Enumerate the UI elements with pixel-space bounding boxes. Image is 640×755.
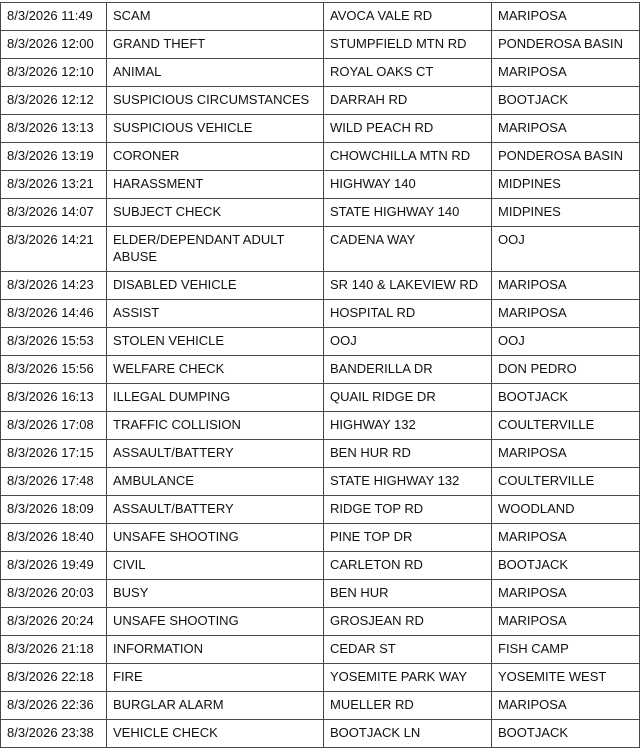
incident-type-cell: SUBJECT CHECK	[107, 199, 324, 227]
incident-type-cell: ASSIST	[107, 300, 324, 328]
area-cell: FISH CAMP	[492, 636, 640, 664]
datetime-cell: 8/3/2026 13:13	[1, 115, 107, 143]
location-cell: SR 140 & LAKEVIEW RD	[324, 272, 492, 300]
area-cell: MARIPOSA	[492, 580, 640, 608]
datetime-cell: 8/3/2026 15:53	[1, 328, 107, 356]
area-cell: MARIPOSA	[492, 524, 640, 552]
area-cell: DON PEDRO	[492, 356, 640, 384]
area-cell: PONDEROSA BASIN	[492, 31, 640, 59]
location-cell: GROSJEAN RD	[324, 608, 492, 636]
location-cell: AVOCA VALE RD	[324, 3, 492, 31]
datetime-cell: 8/3/2026 11:49	[1, 3, 107, 31]
datetime-cell: 8/3/2026 14:23	[1, 272, 107, 300]
table-row	[1, 412, 640, 440]
datetime-cell: 8/3/2026 22:36	[1, 692, 107, 720]
table-row	[1, 31, 640, 59]
table-row	[1, 384, 640, 412]
datetime-cell: 8/3/2026 12:12	[1, 87, 107, 115]
datetime-cell: 8/3/2026 12:00	[1, 31, 107, 59]
location-cell: OOJ	[324, 328, 492, 356]
incident-type-cell: ASSAULT/BATTERY	[107, 496, 324, 524]
table-row	[1, 328, 640, 356]
table-row	[1, 356, 640, 384]
datetime-cell: 8/3/2026 18:09	[1, 496, 107, 524]
table-row	[1, 87, 640, 115]
area-cell: PONDEROSA BASIN	[492, 143, 640, 171]
location-cell: CADENA WAY	[324, 227, 492, 272]
area-cell: MARIPOSA	[492, 692, 640, 720]
incident-type-cell: STOLEN VEHICLE	[107, 328, 324, 356]
datetime-cell: 8/3/2026 19:49	[1, 552, 107, 580]
area-cell: COULTERVILLE	[492, 468, 640, 496]
table-row	[1, 143, 640, 171]
location-cell: STATE HIGHWAY 140	[324, 199, 492, 227]
incident-type-cell: SCAM	[107, 3, 324, 31]
datetime-cell: 8/3/2026 17:48	[1, 468, 107, 496]
datetime-cell: 8/3/2026 13:21	[1, 171, 107, 199]
call-log-body	[1, 3, 640, 748]
table-row	[1, 3, 640, 31]
incident-type-cell: SUSPICIOUS CIRCUMSTANCES	[107, 87, 324, 115]
location-cell: HIGHWAY 140	[324, 171, 492, 199]
incident-type-cell: CORONER	[107, 143, 324, 171]
table-row	[1, 524, 640, 552]
location-cell: CARLETON RD	[324, 552, 492, 580]
incident-type-cell: CIVIL	[107, 552, 324, 580]
area-cell: WOODLAND	[492, 496, 640, 524]
table-row	[1, 720, 640, 748]
datetime-cell: 8/3/2026 15:56	[1, 356, 107, 384]
area-cell: MARIPOSA	[492, 300, 640, 328]
incident-type-cell: AMBULANCE	[107, 468, 324, 496]
datetime-cell: 8/3/2026 17:08	[1, 412, 107, 440]
location-cell: YOSEMITE PARK WAY	[324, 664, 492, 692]
table-row	[1, 664, 640, 692]
area-cell: BOOTJACK	[492, 384, 640, 412]
datetime-cell: 8/3/2026 17:15	[1, 440, 107, 468]
incident-type-cell: DISABLED VEHICLE	[107, 272, 324, 300]
area-cell: OOJ	[492, 227, 640, 272]
incident-type-cell: UNSAFE SHOOTING	[107, 524, 324, 552]
location-cell: HIGHWAY 132	[324, 412, 492, 440]
area-cell: MARIPOSA	[492, 59, 640, 87]
location-cell: BEN HUR RD	[324, 440, 492, 468]
location-cell: BEN HUR	[324, 580, 492, 608]
area-cell: BOOTJACK	[492, 720, 640, 748]
incident-type-cell: ANIMAL	[107, 59, 324, 87]
location-cell: STATE HIGHWAY 132	[324, 468, 492, 496]
location-cell: MUELLER RD	[324, 692, 492, 720]
location-cell: QUAIL RIDGE DR	[324, 384, 492, 412]
table-row	[1, 468, 640, 496]
incident-type-cell: ASSAULT/BATTERY	[107, 440, 324, 468]
incident-type-cell: BURGLAR ALARM	[107, 692, 324, 720]
datetime-cell: 8/3/2026 12:10	[1, 59, 107, 87]
datetime-cell: 8/3/2026 23:38	[1, 720, 107, 748]
incident-type-cell: WELFARE CHECK	[107, 356, 324, 384]
location-cell: DARRAH RD	[324, 87, 492, 115]
location-cell: RIDGE TOP RD	[324, 496, 492, 524]
area-cell: MARIPOSA	[492, 440, 640, 468]
area-cell: COULTERVILLE	[492, 412, 640, 440]
table-row	[1, 171, 640, 199]
table-row	[1, 580, 640, 608]
datetime-cell: 8/3/2026 14:46	[1, 300, 107, 328]
table-row	[1, 608, 640, 636]
table-row	[1, 496, 640, 524]
location-cell: ROYAL OAKS CT	[324, 59, 492, 87]
table-row	[1, 59, 640, 87]
incident-type-cell: VEHICLE CHECK	[107, 720, 324, 748]
location-cell: CHOWCHILLA MTN RD	[324, 143, 492, 171]
location-cell: PINE TOP DR	[324, 524, 492, 552]
area-cell: MARIPOSA	[492, 115, 640, 143]
table-row	[1, 272, 640, 300]
datetime-cell: 8/3/2026 20:03	[1, 580, 107, 608]
table-row	[1, 440, 640, 468]
location-cell: STUMPFIELD MTN RD	[324, 31, 492, 59]
datetime-cell: 8/3/2026 22:18	[1, 664, 107, 692]
incident-type-cell: INFORMATION	[107, 636, 324, 664]
location-cell: WILD PEACH RD	[324, 115, 492, 143]
call-log-table	[0, 2, 640, 748]
area-cell: MIDPINES	[492, 199, 640, 227]
incident-type-cell: BUSY	[107, 580, 324, 608]
incident-type-cell: GRAND THEFT	[107, 31, 324, 59]
area-cell: MIDPINES	[492, 171, 640, 199]
incident-type-cell: HARASSMENT	[107, 171, 324, 199]
location-cell: CEDAR ST	[324, 636, 492, 664]
table-row	[1, 692, 640, 720]
datetime-cell: 8/3/2026 13:19	[1, 143, 107, 171]
datetime-cell: 8/3/2026 14:21	[1, 227, 107, 272]
table-row	[1, 300, 640, 328]
table-row	[1, 552, 640, 580]
location-cell: BANDERILLA DR	[324, 356, 492, 384]
incident-type-cell: ELDER/DEPENDANT ADULT ABUSE	[107, 227, 324, 272]
datetime-cell: 8/3/2026 21:18	[1, 636, 107, 664]
table-row	[1, 227, 640, 272]
datetime-cell: 8/3/2026 20:24	[1, 608, 107, 636]
incident-type-cell: FIRE	[107, 664, 324, 692]
datetime-cell: 8/3/2026 16:13	[1, 384, 107, 412]
area-cell: BOOTJACK	[492, 552, 640, 580]
area-cell: MARIPOSA	[492, 272, 640, 300]
location-cell: HOSPITAL RD	[324, 300, 492, 328]
datetime-cell: 8/3/2026 18:40	[1, 524, 107, 552]
area-cell: MARIPOSA	[492, 3, 640, 31]
incident-type-cell: UNSAFE SHOOTING	[107, 608, 324, 636]
area-cell: BOOTJACK	[492, 87, 640, 115]
incident-type-cell: ILLEGAL DUMPING	[107, 384, 324, 412]
table-row	[1, 115, 640, 143]
incident-type-cell: SUSPICIOUS VEHICLE	[107, 115, 324, 143]
table-row	[1, 199, 640, 227]
datetime-cell: 8/3/2026 14:07	[1, 199, 107, 227]
incident-type-cell: TRAFFIC COLLISION	[107, 412, 324, 440]
area-cell: OOJ	[492, 328, 640, 356]
area-cell: YOSEMITE WEST	[492, 664, 640, 692]
area-cell: MARIPOSA	[492, 608, 640, 636]
location-cell: BOOTJACK LN	[324, 720, 492, 748]
table-row	[1, 636, 640, 664]
